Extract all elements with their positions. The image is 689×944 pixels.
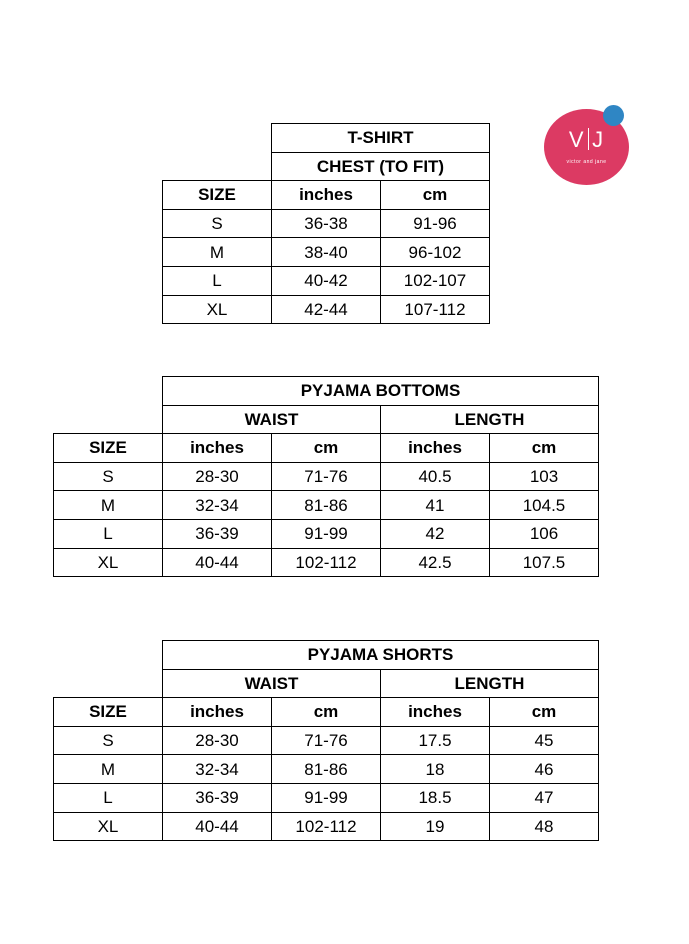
blank-cell	[54, 641, 163, 670]
table-row	[163, 209, 490, 238]
table-row	[54, 548, 599, 577]
table-title: T-SHIRT	[272, 124, 490, 153]
length-header: LENGTH	[381, 669, 599, 698]
length-cm-header: cm	[490, 698, 599, 727]
length-cm-cell: 103	[490, 462, 599, 491]
waist-cm-header: cm	[272, 698, 381, 727]
logo-divider	[588, 128, 590, 150]
table-row	[54, 519, 599, 548]
cm-header: cm	[381, 181, 490, 210]
length-header: LENGTH	[381, 405, 599, 434]
chest-inches-cell: 42-44	[272, 295, 381, 324]
size-header: SIZE	[54, 434, 163, 463]
waist-inches-cell: 36-39	[163, 519, 272, 548]
waist-cm-cell: 81-86	[272, 491, 381, 520]
table-row	[54, 726, 599, 755]
length-inches-cell: 19	[381, 812, 490, 841]
waist-cm-cell: 81-86	[272, 755, 381, 784]
waist-cm-cell: 91-99	[272, 519, 381, 548]
length-inches-cell: 42.5	[381, 548, 490, 577]
length-inches-cell: 41	[381, 491, 490, 520]
blank-cell	[54, 669, 163, 698]
waist-inches-header: inches	[163, 698, 272, 727]
table-row	[54, 755, 599, 784]
table-row	[54, 812, 599, 841]
length-inches-header: inches	[381, 434, 490, 463]
blank-cell	[54, 377, 163, 406]
size-cell: XL	[163, 295, 272, 324]
blank-cell	[163, 152, 272, 181]
size-cell: XL	[54, 548, 163, 577]
waist-cm-header: cm	[272, 434, 381, 463]
size-cell: S	[54, 726, 163, 755]
length-inches-cell: 40.5	[381, 462, 490, 491]
waist-cm-cell: 91-99	[272, 783, 381, 812]
table-row	[54, 462, 599, 491]
waist-inches-cell: 28-30	[163, 462, 272, 491]
size-cell: L	[54, 519, 163, 548]
logo-monogram	[544, 127, 629, 153]
length-cm-cell: 107.5	[490, 548, 599, 577]
table-row	[163, 266, 490, 295]
waist-inches-cell: 32-34	[163, 491, 272, 520]
waist-cm-cell: 102-112	[272, 548, 381, 577]
length-inches-cell: 18	[381, 755, 490, 784]
size-cell: M	[163, 238, 272, 267]
chest-inches-cell: 36-38	[272, 209, 381, 238]
waist-inches-header: inches	[163, 434, 272, 463]
logo-dot	[603, 105, 624, 126]
length-cm-cell: 46	[490, 755, 599, 784]
size-header: SIZE	[163, 181, 272, 210]
logo-initial-j: J	[592, 127, 605, 152]
length-cm-header: cm	[490, 434, 599, 463]
size-header: SIZE	[54, 698, 163, 727]
size-cell: L	[163, 266, 272, 295]
waist-header: WAIST	[163, 669, 381, 698]
waist-inches-cell: 28-30	[163, 726, 272, 755]
length-inches-cell: 18.5	[381, 783, 490, 812]
waist-cm-cell: 102-112	[272, 812, 381, 841]
waist-inches-cell: 40-44	[163, 812, 272, 841]
length-cm-cell: 104.5	[490, 491, 599, 520]
inches-header: inches	[272, 181, 381, 210]
table-row	[54, 783, 599, 812]
chest-cm-cell: 107-112	[381, 295, 490, 324]
waist-inches-cell: 36-39	[163, 783, 272, 812]
waist-cm-cell: 71-76	[272, 462, 381, 491]
length-inches-cell: 17.5	[381, 726, 490, 755]
size-cell: M	[54, 755, 163, 784]
waist-header: WAIST	[163, 405, 381, 434]
length-cm-cell: 45	[490, 726, 599, 755]
chest-header: CHEST (TO FIT)	[272, 152, 490, 181]
length-inches-cell: 42	[381, 519, 490, 548]
waist-cm-cell: 71-76	[272, 726, 381, 755]
chest-cm-cell: 102-107	[381, 266, 490, 295]
chest-inches-cell: 38-40	[272, 238, 381, 267]
chest-cm-cell: 91-96	[381, 209, 490, 238]
table-row	[163, 295, 490, 324]
table-title: PYJAMA BOTTOMS	[163, 377, 599, 406]
table-row	[54, 491, 599, 520]
pyjama-shorts-size-table	[53, 640, 599, 841]
chest-inches-cell: 40-42	[272, 266, 381, 295]
size-cell: S	[163, 209, 272, 238]
blank-cell	[163, 124, 272, 153]
waist-inches-cell: 32-34	[163, 755, 272, 784]
size-cell: L	[54, 783, 163, 812]
table-row	[163, 238, 490, 267]
brand-logo	[544, 109, 629, 185]
blank-cell	[54, 405, 163, 434]
length-inches-header: inches	[381, 698, 490, 727]
size-cell: M	[54, 491, 163, 520]
pyjama-bottoms-size-table	[53, 376, 599, 577]
tshirt-size-table	[162, 123, 490, 324]
logo-tagline: victor and jane	[566, 159, 607, 165]
length-cm-cell: 48	[490, 812, 599, 841]
size-cell: XL	[54, 812, 163, 841]
size-cell: S	[54, 462, 163, 491]
waist-inches-cell: 40-44	[163, 548, 272, 577]
logo-initial-v: V	[568, 127, 585, 152]
length-cm-cell: 47	[490, 783, 599, 812]
table-title: PYJAMA SHORTS	[163, 641, 599, 670]
length-cm-cell: 106	[490, 519, 599, 548]
chest-cm-cell: 96-102	[381, 238, 490, 267]
